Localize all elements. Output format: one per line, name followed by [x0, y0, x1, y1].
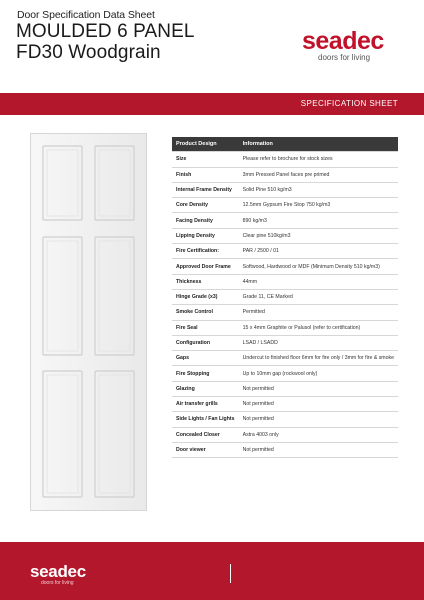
row-label: Concealed Closer — [172, 427, 239, 442]
row-label: Glazing — [172, 381, 239, 396]
table-row — [172, 412, 398, 427]
door-slab — [31, 134, 147, 511]
row-value: Please refer to brochure for stock sizes — [239, 152, 398, 167]
row-value: Undercut to finished floor 6mm for fire only / 3mm for fire & smoke — [239, 351, 398, 366]
row-label: Configuration — [172, 335, 239, 350]
row-value: 44mm — [239, 274, 398, 289]
door-illustration — [30, 133, 147, 511]
row-value: Not permitted — [239, 397, 398, 412]
table-row — [172, 366, 398, 381]
row-label: Air transfer grills — [172, 397, 239, 412]
table-row — [172, 335, 398, 350]
table-row — [172, 259, 398, 274]
row-value: Permitted — [239, 305, 398, 320]
row-value: Astra 4003 only — [239, 427, 398, 442]
table-row — [172, 274, 398, 289]
footer-band — [0, 542, 424, 600]
row-label: Fire Stopping — [172, 366, 239, 381]
footer-tagline: doors for living — [41, 580, 74, 586]
table-row — [172, 167, 398, 182]
table-row — [172, 351, 398, 366]
row-label: Gaps — [172, 351, 239, 366]
row-label: Side Lights / Fan Lights — [172, 412, 239, 427]
row-label: Finish — [172, 167, 239, 182]
row-label: Approved Door Frame — [172, 259, 239, 274]
row-value: Softwood, Hardwood or MDF (Minimum Density 510 kg/m3) — [239, 259, 398, 274]
row-value: 890 kg/m3 — [239, 213, 398, 228]
specification-band — [0, 93, 424, 115]
table-row — [172, 152, 398, 167]
brand-logo-word: seadec — [302, 27, 384, 55]
row-label: Thickness — [172, 274, 239, 289]
title-line-1: MOULDED 6 PANEL — [16, 21, 195, 42]
pre-title: Door Specification Data Sheet — [17, 9, 155, 21]
table-row — [172, 427, 398, 442]
title-line-2: FD30 Woodgrain — [16, 42, 161, 63]
row-value: Not permitted — [239, 412, 398, 427]
brand-tagline: doors for living — [318, 53, 371, 62]
row-value: Solid Pine 510 kg/m3 — [239, 182, 398, 197]
row-label: Door viewer — [172, 442, 239, 457]
row-value: 12.5mm Gypsum Fire Stop 750 kg/m3 — [239, 198, 398, 213]
table-row — [172, 320, 398, 335]
door-image — [30, 133, 147, 511]
row-label: Facing Density — [172, 213, 239, 228]
brand-logo — [302, 28, 402, 70]
row-label: Internal Frame Density — [172, 182, 239, 197]
table-row — [172, 289, 398, 304]
table-row — [172, 182, 398, 197]
row-value: LSAD / LSADD — [239, 335, 398, 350]
table-row — [172, 244, 398, 259]
row-value: PAR / 2500 / 01 — [239, 244, 398, 259]
specification-table — [172, 137, 398, 458]
row-value: Up to 10mm gap (rockwool only) — [239, 366, 398, 381]
row-label: Fire Certification: — [172, 244, 239, 259]
table-row — [172, 228, 398, 243]
row-label: Size — [172, 152, 239, 167]
row-label: Fire Seal — [172, 320, 239, 335]
page-title — [16, 21, 195, 63]
row-value: Not permitted — [239, 381, 398, 396]
row-label: Core Density — [172, 198, 239, 213]
row-value: Not permitted — [239, 442, 398, 457]
row-label: Smoke Control — [172, 305, 239, 320]
table-header-row — [172, 137, 398, 152]
row-label: Hinge Grade (x3) — [172, 289, 239, 304]
footer-logo-word: seadec — [30, 562, 86, 581]
footer-divider — [230, 564, 231, 583]
header-information: Information — [239, 137, 398, 152]
specification-band-label: SPECIFICATION SHEET — [300, 99, 398, 108]
table-row — [172, 305, 398, 320]
table-row — [172, 442, 398, 457]
footer-logo — [30, 563, 86, 586]
row-value: Clear pine 510kg/m3 — [239, 228, 398, 243]
table-row — [172, 198, 398, 213]
row-value: Grade 11, CE Marked — [239, 289, 398, 304]
row-value: 3mm Pressed Panel faces pre primed — [239, 167, 398, 182]
row-label: Lipping Density — [172, 228, 239, 243]
header-product-design: Product Design — [172, 137, 239, 152]
table-row — [172, 381, 398, 396]
table-row — [172, 213, 398, 228]
table-row — [172, 397, 398, 412]
row-value: 15 x 4mm Graphite or Palusol (refer to certification) — [239, 320, 398, 335]
